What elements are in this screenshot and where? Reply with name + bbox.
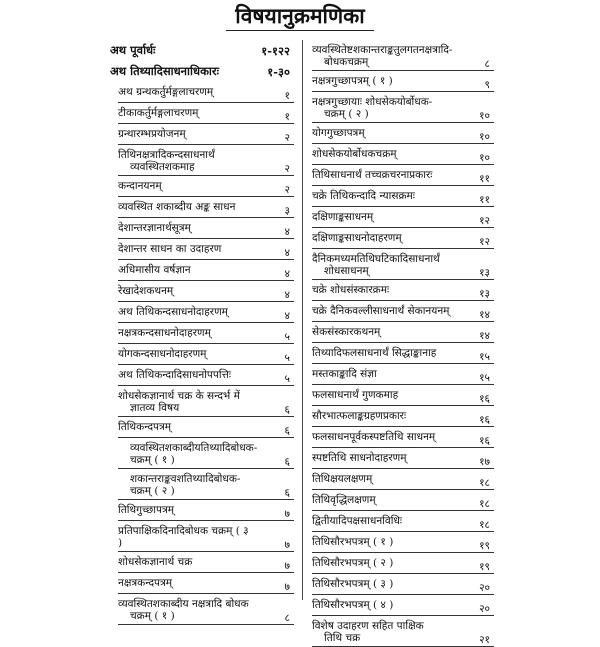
- toc-entry-text: [312, 44, 494, 68]
- toc-entry: [312, 40, 494, 71]
- toc-entry-line-continued: चक्रम् ( २ ): [324, 108, 369, 120]
- toc-entry-line: तिथिसौरभपत्रम् ( ३ ): [312, 578, 394, 590]
- toc-entry-line-continued: चक्रम् ( १ ): [130, 454, 175, 466]
- toc-entry-text: [118, 556, 294, 568]
- toc-entry-text: [118, 149, 294, 173]
- toc-entry-text: [312, 211, 494, 223]
- toc-page-number: १५: [479, 372, 490, 384]
- toc-entry-line: तिथिगुच्छापत्रम्: [118, 504, 175, 516]
- toc-page-number: १४: [479, 309, 490, 321]
- toc-entry-line: कन्दानयनम्: [118, 180, 162, 192]
- toc-entry: [312, 448, 494, 469]
- toc-entry-text: [118, 348, 294, 360]
- toc-entry-text: [312, 578, 494, 590]
- toc-entry-line: अथ तिथिकन्दादिसाधनोपपत्तिः: [118, 369, 231, 381]
- toc-entry: [312, 322, 494, 343]
- toc-page-number: २: [284, 163, 290, 175]
- toc-entry-text: [312, 515, 494, 527]
- toc-entry-line: चक्रे दैनिकवल्लीसाधनार्थं सेकानयनम्: [312, 305, 450, 317]
- toc-entry: [118, 438, 294, 469]
- toc-entry-line: ग्रन्थारम्भप्रयोजनम्: [118, 128, 186, 140]
- toc-page-number: १९: [479, 540, 490, 552]
- toc-page-number: ५: [284, 352, 290, 364]
- toc-entry-text: [312, 389, 494, 401]
- toc-page-number: १५: [479, 351, 490, 363]
- toc-entry-text: [118, 421, 294, 433]
- toc-entry: [312, 406, 494, 427]
- toc-entry-text: [312, 347, 494, 359]
- toc-entry: [118, 469, 294, 500]
- toc-right-column: [312, 40, 494, 647]
- toc-entry-text: [118, 473, 294, 497]
- toc-entry-line: नक्षत्रकन्दपत्रम्: [118, 577, 173, 589]
- toc-entry-text: [118, 577, 294, 589]
- toc-entry-line: व्यवस्थितशकाब्दीयतिथ्यादिबोधक-: [130, 442, 258, 454]
- toc-page-number: ८: [284, 612, 290, 624]
- toc-page-number: १०: [479, 110, 490, 122]
- toc-entry: [312, 123, 494, 144]
- toc-entry: [312, 511, 494, 532]
- toc-entry: [312, 343, 494, 364]
- toc-entry-line-continued: तिथि चक्र: [324, 632, 361, 644]
- toc-entry: [312, 364, 494, 385]
- toc-entry-line: अथ ग्रन्थकर्तुर्मङ्गलाचरणम्: [118, 86, 214, 98]
- toc-entry-text: [118, 201, 294, 213]
- toc-page-number: ६: [284, 487, 290, 499]
- toc-page-number: ४: [284, 268, 290, 280]
- toc-entry-line-continued: व्यवस्थितशकमाह: [130, 161, 195, 173]
- toc-entry-text: [312, 253, 494, 277]
- toc-page-number: १७: [479, 456, 490, 468]
- toc-page-number: १: [284, 90, 290, 102]
- toc-entry-text: [312, 96, 494, 120]
- toc-entry-text: [312, 284, 494, 296]
- toc-entry: [312, 186, 494, 207]
- toc-entry-text: [118, 525, 294, 549]
- toc-entry-line-continued: ज्ञातव्य विषय: [130, 402, 180, 414]
- toc-entry-text: [118, 86, 294, 98]
- toc-entry-text: [118, 180, 294, 192]
- toc-page-number: ७: [284, 560, 290, 572]
- toc-entry-line: द्वितीयादिपक्षसाधनविधिः: [312, 515, 403, 527]
- toc-entry: [118, 218, 294, 239]
- toc-entry-text: [118, 264, 294, 276]
- toc-entry: [118, 344, 294, 365]
- toc-page-number: २०: [479, 603, 490, 615]
- title-underline: [226, 30, 374, 31]
- toc-entry-line: तिथिनक्षत्रादिकन्दसाधनार्थं: [118, 149, 215, 161]
- toc-page-number: ४: [284, 226, 290, 238]
- toc-entry: [312, 249, 494, 280]
- toc-entry-line: नक्षत्रगुच्छायाः शोधसेकयोर्बोधक-: [312, 96, 433, 108]
- toc-entry-text: [118, 243, 294, 255]
- toc-entry-line: फलसाधनपूर्वकस्पष्टतिथि साधनम्: [312, 431, 436, 443]
- toc-entry-line: व्यवस्थितशकाब्दीय नक्षत्रादि बोधक: [118, 598, 249, 610]
- toc-entry: [312, 469, 494, 490]
- toc-entry-text: [118, 369, 294, 381]
- toc-page-number: १२: [479, 236, 490, 248]
- toc-entry: [312, 301, 494, 322]
- toc-entry: [312, 616, 494, 647]
- toc-page-number: ६: [284, 404, 290, 416]
- toc-entry: [312, 165, 494, 186]
- toc-entry: [312, 490, 494, 511]
- toc-page-number: ४: [284, 289, 290, 301]
- page-title: विषयानुक्रमणिका: [235, 3, 365, 28]
- toc-entry-line-continued: शोधसाधनम्: [324, 265, 369, 277]
- toc-page-number: १२: [479, 215, 490, 227]
- toc-page-number: ११: [479, 173, 490, 185]
- toc-entry-line: अथ तिथिकन्दसाधनोदाहरणम्: [118, 306, 228, 318]
- toc-entry: [312, 532, 494, 553]
- column-divider: [302, 40, 303, 600]
- toc-entry-line: मस्तकाङ्कादि संज्ञा: [312, 368, 377, 380]
- toc-entry-text: [312, 169, 494, 181]
- toc-entry-line: देशान्तर साधन का उदाहरण: [118, 243, 222, 255]
- toc-entry-line: तिथिसौरभपत्रम् ( २ ): [312, 557, 394, 569]
- toc-entry-line: सौरभात्फलाङ्कग्रहणप्रकारः: [312, 410, 407, 422]
- toc-entry-line: तिथिवृद्धिलक्षणम्: [312, 494, 376, 506]
- toc-page-number: १०: [479, 152, 490, 164]
- toc-page-number: १६: [479, 435, 490, 447]
- toc-entry-line-continued: चक्रम् ( २ ): [130, 485, 175, 497]
- toc-entry-text: [312, 599, 494, 611]
- section-heading: [110, 40, 294, 61]
- toc-entry: [312, 280, 494, 301]
- toc-entry: [312, 144, 494, 165]
- toc-page-number: १८: [479, 498, 490, 510]
- toc-entry: [312, 92, 494, 123]
- toc-entry: [312, 385, 494, 406]
- toc-entry: [118, 573, 294, 594]
- toc-entry: [118, 521, 294, 552]
- toc-entry-line: तिथ्यादिफलसाधनार्थं सिद्धाङ्कानाह: [312, 347, 437, 359]
- toc-entry-line: दक्षिणाङ्कसाधनम्: [312, 211, 374, 223]
- toc-entry-line: शकान्तराङ्कवशतिथ्यादिबोधक-: [130, 473, 241, 485]
- toc-entry: [118, 552, 294, 573]
- toc-entry: [312, 595, 494, 616]
- toc-entry-line: तिथिकन्दपत्रम्: [118, 421, 172, 433]
- toc-entry-text: [118, 285, 294, 297]
- toc-page-number: ६: [284, 425, 290, 437]
- toc-entry-line: व्यवस्थितेष्टशकान्तराङ्कतुलगतनक्षत्रादि-: [312, 44, 453, 56]
- toc-page-number: ४: [284, 310, 290, 322]
- toc-entry-line: तिथिसौरभपत्रम् ( १ ): [312, 536, 394, 548]
- toc-page-number: ७: [284, 539, 290, 551]
- toc-entry-text: [312, 473, 494, 485]
- toc-page-number: १-३०: [267, 65, 290, 79]
- toc-entry: [312, 207, 494, 228]
- toc-entry-line-continued: चक्रम् ( १ ): [130, 610, 175, 622]
- toc-entry-text: [312, 326, 494, 338]
- toc-page-number: १०: [479, 131, 490, 143]
- toc-entry: [118, 239, 294, 260]
- toc-entry: [118, 323, 294, 344]
- toc-entry-text: [312, 536, 494, 548]
- toc-entry-text: [118, 128, 294, 140]
- toc-entry: [312, 71, 494, 92]
- toc-entry-line: व्यवस्थित शकाब्दीय अङ्क साधन: [118, 201, 236, 213]
- toc-page-number: २१: [479, 634, 490, 646]
- toc-page-number: १९: [479, 561, 490, 573]
- toc-entry-text: [312, 452, 494, 464]
- toc-entry-text: [118, 598, 294, 622]
- toc-entry-text: [118, 442, 294, 466]
- toc-entry: [118, 500, 294, 521]
- toc-page-number: १६: [479, 393, 490, 405]
- toc-entry-text: [312, 305, 494, 317]
- toc-entry-line: टीकाकर्तुर्मङ्गलाचरणम्: [118, 107, 199, 119]
- toc-entry-line: चक्रे तिथिकन्दादि न्यासक्रमः: [312, 190, 415, 202]
- toc-entry-line: तिथिसौरभपत्रम् ( ४ ): [312, 599, 394, 611]
- section-heading: [110, 61, 294, 82]
- toc-entry-line: प्रतिपाक्षिकदिनादिबोधक चक्रम् ( ३ ): [118, 525, 249, 549]
- toc-entry-line: रेखादेशकथनम्: [118, 285, 174, 297]
- toc-page-number: ८: [484, 58, 490, 70]
- toc-entry-text: [312, 620, 494, 644]
- toc-entry-text: [312, 494, 494, 506]
- toc-page-number: २: [284, 184, 290, 196]
- toc-entry: [118, 103, 294, 124]
- toc-page-number: ७: [284, 581, 290, 593]
- toc-entry-text: [118, 504, 294, 516]
- toc-entry: [312, 553, 494, 574]
- toc-entry-line: तिथिसाधनार्थं तच्चक्रचरनाप्रकारः: [312, 169, 433, 181]
- toc-page-number: १४: [479, 330, 490, 342]
- toc-left-column: [110, 40, 294, 625]
- toc-entry: [118, 386, 294, 417]
- toc-entry: [118, 302, 294, 323]
- toc-page-number: ६: [284, 456, 290, 468]
- toc-entry-line: देशान्तरज्ञानार्थसूत्रम्: [118, 222, 191, 234]
- toc-entry-line: तिथिक्षयलक्षणम्: [312, 473, 373, 485]
- toc-page-number: १: [284, 111, 290, 123]
- toc-entry-line: दैनिकमध्यमतिथिघटिकादिसाधनार्थं: [312, 253, 440, 265]
- toc-entry: [118, 365, 294, 386]
- toc-entry: [118, 281, 294, 302]
- toc-entry-text: [118, 107, 294, 119]
- toc-entry-line: योगगुच्छापत्रम्: [312, 127, 365, 139]
- toc-entry: [312, 228, 494, 249]
- toc-entry-text: [312, 557, 494, 569]
- toc-entry-line: अथ तिथ्यादिसाधनाधिकारः: [110, 64, 219, 78]
- toc-entry-text: [312, 368, 494, 380]
- toc-page-number: २०: [479, 582, 490, 594]
- toc-entry-text: [118, 306, 294, 318]
- toc-page-number: ५: [284, 373, 290, 385]
- toc-entry-line-continued: बोधकचक्रम्: [324, 56, 369, 68]
- toc-entry-line: शोधसेकयोर्बोधकचक्रम्: [312, 148, 397, 160]
- toc-entry: [118, 124, 294, 145]
- toc-page-number: १८: [479, 477, 490, 489]
- toc-page-number: ९: [484, 79, 490, 91]
- toc-entry: [118, 82, 294, 103]
- toc-entry-text: [118, 390, 294, 414]
- toc-entry-line: योगकन्दसाधनोदाहरणम्: [118, 348, 207, 360]
- toc-entry-line: अधिमासीय वर्षज्ञान: [118, 264, 191, 276]
- toc-entry-line: सेकसंस्कारकथनम्: [312, 326, 381, 338]
- toc-entry-text: [312, 127, 494, 139]
- toc-entry-line: शोधसेकज्ञानार्थ चक्र: [118, 556, 193, 568]
- toc-page-number: ४: [284, 247, 290, 259]
- toc-entry: [118, 260, 294, 281]
- toc-page-number: १८: [479, 519, 490, 531]
- toc-entry-line: नक्षत्रगुच्छापत्रम् ( १ ): [312, 75, 393, 87]
- toc-page-number: ११: [479, 194, 490, 206]
- toc-entry: [118, 145, 294, 176]
- toc-page-number: १-१२२: [261, 44, 290, 58]
- toc-page-number: ७: [284, 508, 290, 520]
- toc-entry: [312, 574, 494, 595]
- toc-entry-text: [312, 431, 494, 443]
- toc-entry: [118, 197, 294, 218]
- toc-entry-line: शोधसेकज्ञानार्थ चक्र के सन्दर्भ में: [118, 390, 240, 402]
- toc-entry-line: चक्रे शोधसंस्कारक्रमः: [312, 284, 390, 296]
- toc-entry-line: स्पष्टतिथि साधनोदाहरणम्: [312, 452, 407, 464]
- toc-entry: [118, 594, 294, 625]
- toc-entry-line: फलसाधनार्थं गुणकमाह: [312, 389, 399, 401]
- toc-page-number: १६: [479, 414, 490, 426]
- toc-entry: [118, 417, 294, 438]
- toc-entry-text: [118, 327, 294, 339]
- toc-page-number: २: [284, 132, 290, 144]
- toc-page-number: ३: [284, 205, 290, 217]
- toc-entry-line: विशेष उदाहरण सहित पाक्षिक: [312, 620, 424, 632]
- toc-entry-line: अथ पूर्वार्धः: [110, 43, 156, 57]
- toc-entry-text: [312, 190, 494, 202]
- toc-entry-text: [312, 232, 494, 244]
- toc-entry: [118, 176, 294, 197]
- toc-entry-text: [312, 410, 494, 422]
- toc-entry-text: [312, 148, 494, 160]
- toc-page-number: १३: [479, 288, 490, 300]
- toc-page-number: ५: [284, 331, 290, 343]
- toc-entry-line: दक्षिणाङ्कसाधनोदाहरणम्: [312, 232, 402, 244]
- toc-entry-text: [312, 75, 494, 87]
- toc-entry-line: नक्षत्रकन्दसाधनोदाहरणम्: [118, 327, 211, 339]
- toc-page-number: १३: [479, 267, 490, 279]
- toc-entry-text: [118, 222, 294, 234]
- toc-entry: [312, 427, 494, 448]
